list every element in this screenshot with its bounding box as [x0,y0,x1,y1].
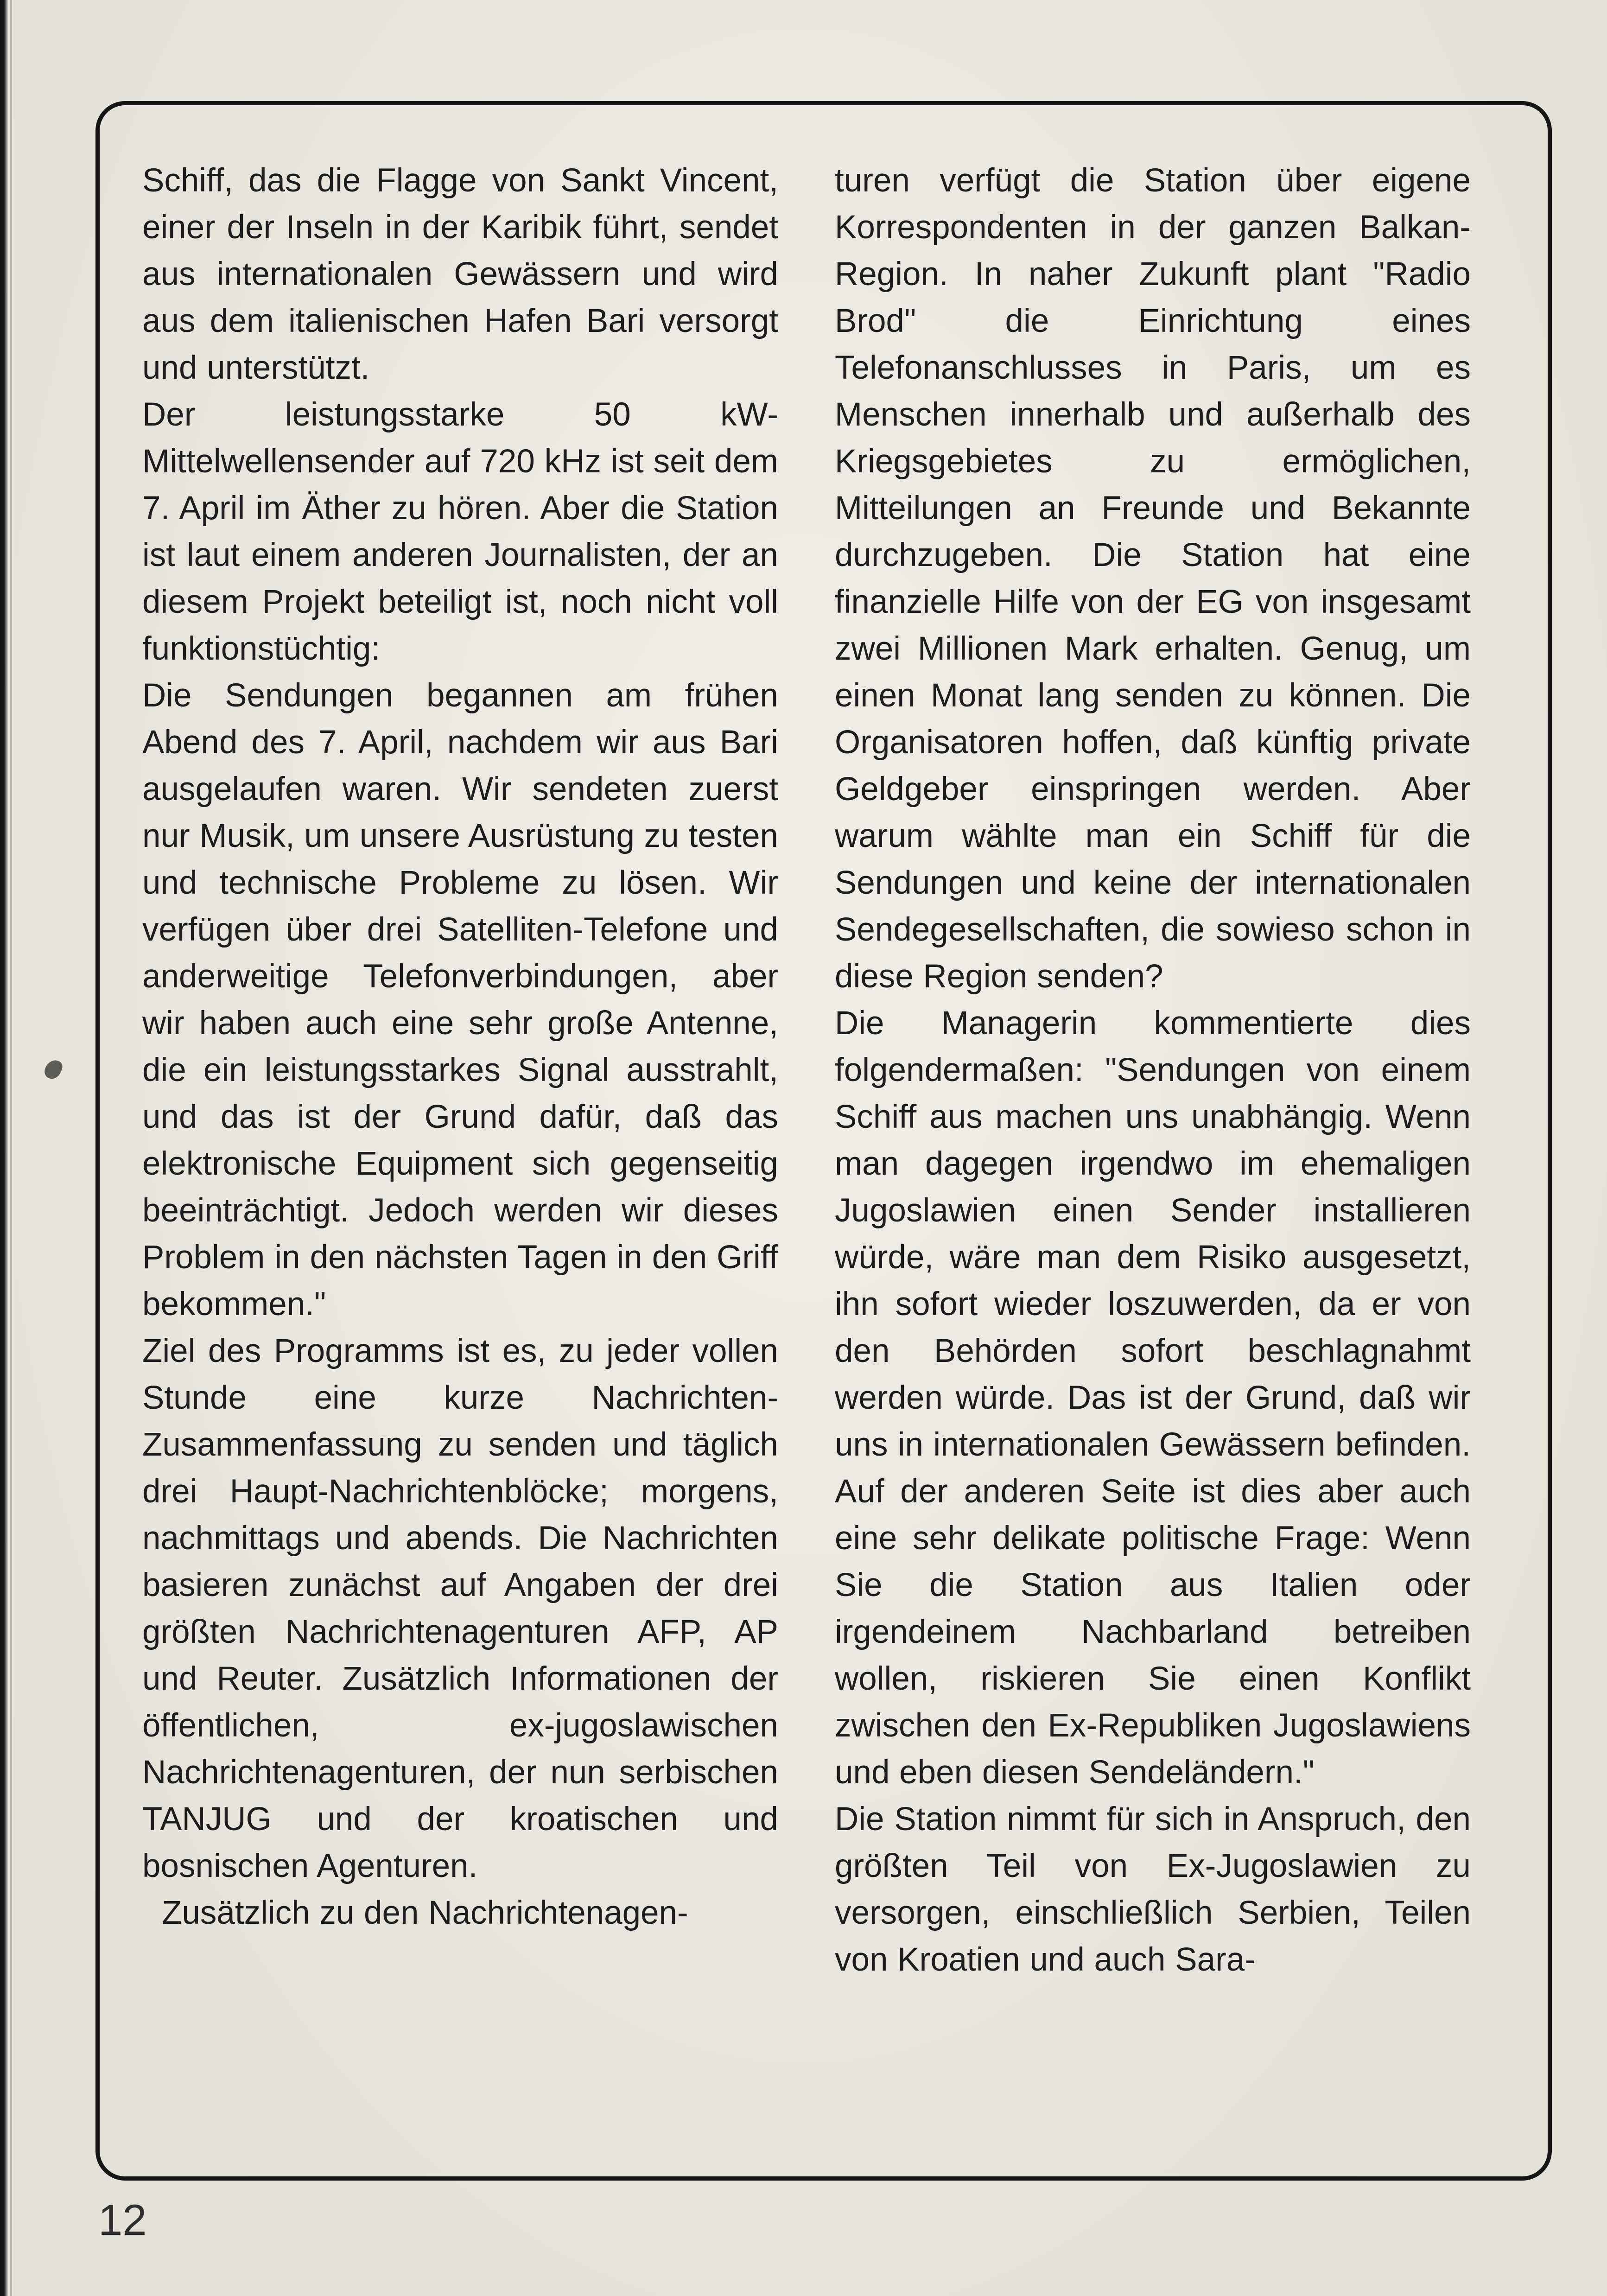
paragraph: Ziel des Programms ist es, zu jeder vollen Stunde eine kurze Nachrichten-Zusammenfassung zu senden und täglich drei Haupt-Nachrichtenblöcke; morgens, nachmittags und abends. Die Nachrichten basieren zunächst auf Angaben der drei größten Nachrichtenagenturen AFP, AP und Reuter. Zusätzlich Informationen der öffentlichen, ex-jugoslawischen Nachrichtenagenturen, der nun serbischen TANJUG und der kroatischen und bosnischen Agenturen. [142,1333,778,1884]
text-column-right [835,157,1471,2144]
scan-edge-strip [0,0,8,2296]
paragraph: Zusätzlich zu den Nachrichtenagen- [162,1895,688,1931]
page-number: 12 [98,2195,147,2244]
paragraph: Die Station nimmt für sich in Anspruch, den größten Teil von Ex-Jugoslawien zu versorgen, einschließlich Serbien, Teilen von Kroatien und auch Sara- [835,1801,1471,1978]
text-column-left [142,157,778,2144]
paragraph: Die Sendungen begannen am frühen Abend des 7. April, nachdem wir aus Bari ausgelaufen waren. Wir sendeten zuerst nur Musik, um unsere Ausrüstung zu testen und technische Probleme zu lösen. Wir verfügen über drei Satelliten-Telefone und anderweitige Telefonverbindungen, aber wir haben auch eine sehr große Antenne, die ein leistungsstarkes Signal ausstrahlt, und das ist der Grund dafür, daß das elektronische Equipment sich gegenseitig beeinträchtigt. Jedoch werden wir dieses Problem in den nächsten Tagen in den Griff bekommen." [142,677,778,1323]
paragraph: Schiff, das die Flagge von Sankt Vincent, einer der Inseln in der Karibik führt, sendet aus internationalen Gewässern und wird aus dem italienischen Hafen Bari versorgt und unterstützt. [142,162,778,386]
paragraph: Der leistungsstarke 50 kW-Mittelwellensender auf 720 kHz ist seit dem 7. April im Äther zu hören. Aber die Station ist laut einem anderen Journalisten, der an diesem Projekt beteiligt ist, noch nicht voll funktionstüchtig: [142,396,778,667]
article-frame [95,101,1552,2181]
scan-edge-line [10,0,12,2296]
paragraph: Die Managerin kommentierte dies folgendermaßen: "Sendungen von einem Schiff aus machen uns unabhängig. Wenn man dagegen irgendwo im ehemaligen Jugoslawien einen Sender installieren würde, wäre man dem Risiko ausgesetzt, ihn sofort wieder loszuwerden, da er von den Behörden sofort beschlagnahmt werden würde. Das ist der Grund, daß wir uns in internationalen Gewässern befinden. Auf der anderen Seite ist dies aber auch eine sehr delikate politische Frage: Wenn Sie die Station aus Italien oder irgendeinem Nachbarland betreiben wollen, riskieren Sie einen Konflikt zwischen den Ex-Republiken Jugoslawiens und eben diesen Sendeländern." [835,1005,1471,1791]
paragraph: turen verfügt die Station über eigene Korrespondenten in der ganzen Balkan-Region. In naher Zukunft plant "Radio Brod" die Einrichtung eines Telefonanschlusses in Paris, um es Menschen innerhalb und außerhalb des Kriegsgebietes zu ermöglichen, Mitteilungen an Freunde und Bekannte durchzugeben. Die Station hat eine finanzielle Hilfe von der EG von insgesamt zwei Millionen Mark erhalten. Genug, um einen Monat lang senden zu können. Die Organisatoren hoffen, daß künftig private Geldgeber einspringen werden. Aber warum wählte man ein Schiff für die Sendungen und keine der internationalen Sendegesellschaften, die sowieso schon in diese Region senden? [835,162,1471,995]
ink-speck [42,1057,64,1081]
